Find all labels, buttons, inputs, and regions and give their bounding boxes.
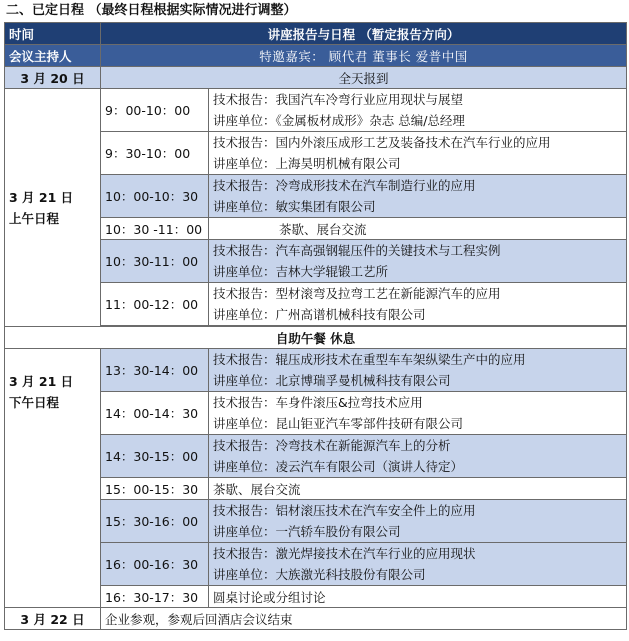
session-detail <box>209 89 627 132</box>
day3-date: 3 月 22 日 <box>5 608 101 630</box>
day1-event: 全天报到 <box>101 67 627 89</box>
session-time: 9：00-10：00 <box>101 89 209 132</box>
lunch-break: 自助午餐 休息 <box>5 327 627 349</box>
table-row <box>5 349 627 392</box>
afternoon-period: 下午日程 <box>9 395 60 410</box>
session-time: 10：30 -11：00 <box>101 218 209 240</box>
session-unit: 讲座单位：凌云汽车有限公司（演讲人待定） <box>213 459 464 474</box>
session-unit: 讲座单位：广州高谱机械科技有限公司 <box>213 307 426 322</box>
session-unit: 讲座单位：一汽轿车股份有限公司 <box>213 524 401 539</box>
special-guests: 特邀嘉宾： 顾代君 董事长 爱普中国 <box>101 45 627 67</box>
session-unit: 讲座单位：昆山钜亚汽车零部件技研有限公司 <box>213 416 464 431</box>
session-unit: 讲座单位：敏实集团有限公司 <box>213 199 376 214</box>
session-unit: 讲座单位：上海昊明机械有限公司 <box>213 156 401 171</box>
session-time: 9：30-10：00 <box>101 132 209 175</box>
session-time: 11：00-12：00 <box>101 283 209 326</box>
session-report: 技术报告：冷弯成形技术在汽车制造行业的应用 <box>213 178 476 193</box>
morning-day-label <box>5 89 101 327</box>
session-report: 技术报告：激光焊接技术在汽车行业的应用现状 <box>213 546 476 561</box>
session-unit: 讲座单位：大族激光科技股份有限公司 <box>213 567 426 582</box>
session-detail <box>209 175 627 218</box>
session-report: 技术报告：车身件滚压&拉弯技术应用 <box>213 395 423 410</box>
session-time: 10：30-11：00 <box>101 240 209 283</box>
session-time: 14：30-15：00 <box>101 435 209 478</box>
session-detail <box>209 132 627 175</box>
session-time: 15：00-15：30 <box>101 478 209 500</box>
session-report: 技术报告：铝材滚压技术在汽车安全件上的应用 <box>213 503 476 518</box>
schedule-table <box>4 22 627 630</box>
session-time: 13：30-14：00 <box>101 349 209 392</box>
day1-row <box>5 67 627 89</box>
session-detail <box>209 240 627 283</box>
session-report: 技术报告：国内外滚压成形工艺及装备技术在汽车行业的应用 <box>213 135 551 150</box>
lunch-row <box>5 327 627 349</box>
afternoon-date: 3 月 21 日 <box>9 374 74 389</box>
session-time: 16：00-16：30 <box>101 543 209 586</box>
session-break: 茶歇、展台交流 <box>209 478 627 500</box>
session-time: 15：30-16：00 <box>101 500 209 543</box>
table-header-row <box>5 23 627 45</box>
session-report: 技术报告：汽车高强钢辊压件的关键技术与工程实例 <box>213 243 501 258</box>
session-break: 圆桌讨论或分组讨论 <box>209 586 627 608</box>
session-detail <box>209 435 627 478</box>
session-time: 10：00-10：30 <box>101 175 209 218</box>
host-row <box>5 45 627 67</box>
host-label: 会议主持人 <box>5 45 101 67</box>
header-lectures: 讲座报告与日程 （暂定报告方向） <box>101 23 627 45</box>
session-report: 技术报告：我国汽车冷弯行业应用现状与展望 <box>213 92 464 107</box>
session-unit: 讲座单位：北京博瑞孚曼机械科技有限公司 <box>213 373 451 388</box>
session-time: 16：30-17：30 <box>101 586 209 608</box>
session-detail <box>209 543 627 586</box>
table-row <box>5 89 627 132</box>
session-unit: 讲座单位：《金属板材成形》杂志 总编/总经理 <box>213 113 465 128</box>
day1-date: 3 月 20 日 <box>5 67 101 89</box>
session-unit: 讲座单位：吉林大学辊锻工艺所 <box>213 264 389 279</box>
day3-row <box>5 608 627 630</box>
section-heading: 二、已定日程 （最终日程根据实际情况进行调整） <box>6 3 297 18</box>
session-time: 14：00-14：30 <box>101 392 209 435</box>
morning-date: 3 月 21 日 <box>9 189 74 205</box>
session-detail <box>209 349 627 392</box>
session-detail <box>209 283 627 326</box>
session-report: 技术报告：型材滚弯及拉弯工艺在新能源汽车的应用 <box>213 286 501 301</box>
morning-period: 上午日程 <box>9 210 60 226</box>
session-break: 茶歇、展台交流 <box>209 218 627 240</box>
session-report: 技术报告：辊压成形技术在重型车车架纵梁生产中的应用 <box>213 352 526 367</box>
session-detail <box>209 392 627 435</box>
session-detail <box>209 500 627 543</box>
afternoon-day-label <box>5 349 101 608</box>
session-report: 技术报告：冷弯技术在新能源汽车上的分析 <box>213 438 451 453</box>
header-time: 时间 <box>5 23 101 45</box>
day3-event: 企业参观，参观后回酒店会议结束 <box>101 608 627 630</box>
